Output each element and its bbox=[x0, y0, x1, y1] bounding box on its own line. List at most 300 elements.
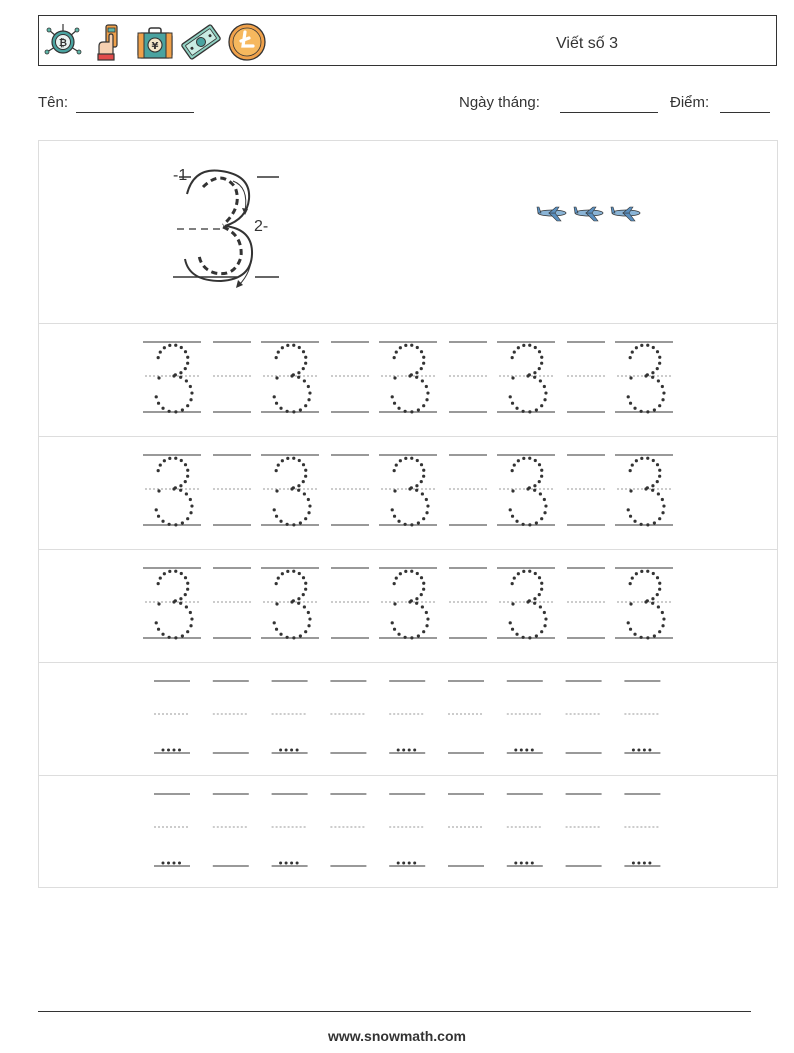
tracing-dot bbox=[526, 487, 529, 490]
tracing-dot bbox=[273, 621, 276, 624]
tracing-dot bbox=[397, 749, 400, 752]
tracing-dot bbox=[525, 749, 528, 752]
tracing-dot bbox=[651, 376, 654, 379]
tracing-dot bbox=[631, 350, 634, 353]
tracing-dot bbox=[285, 749, 288, 752]
tracing-dot bbox=[415, 602, 418, 605]
tracing-dot bbox=[174, 344, 177, 347]
tracing-dot bbox=[640, 570, 643, 573]
tracing-dot bbox=[538, 593, 541, 596]
tracing-dot bbox=[661, 498, 664, 501]
tracing-dot bbox=[543, 398, 546, 401]
tracing-dot bbox=[162, 862, 165, 865]
tracing-dot bbox=[540, 356, 543, 359]
tracing-dot bbox=[304, 356, 307, 359]
tracing-dot bbox=[395, 350, 398, 353]
tracing-dot bbox=[174, 457, 177, 460]
tracing-dot bbox=[157, 376, 160, 379]
tracing-dot bbox=[422, 582, 425, 585]
tracing-dot bbox=[422, 469, 425, 472]
tracing-dot bbox=[528, 410, 531, 413]
tracing-dot bbox=[163, 572, 166, 575]
tracing-dot bbox=[425, 624, 428, 627]
score-label: Điểm: bbox=[670, 94, 710, 111]
tracing-dot bbox=[161, 633, 164, 636]
name-blank[interactable] bbox=[76, 112, 194, 113]
tracing-dot bbox=[163, 346, 166, 349]
tracing-dot bbox=[540, 630, 543, 633]
tracing-dot bbox=[275, 582, 278, 585]
tracing-dot bbox=[404, 457, 407, 460]
tracing-dot bbox=[511, 402, 514, 405]
tracing-dot bbox=[629, 356, 632, 359]
tracing-dot bbox=[426, 617, 429, 620]
tracing-dot bbox=[533, 597, 536, 600]
tracing-dot bbox=[157, 402, 160, 405]
tracing-dot bbox=[533, 484, 536, 487]
tracing-dot bbox=[535, 634, 538, 637]
tracing-dot bbox=[425, 511, 428, 514]
tracing-dot bbox=[307, 398, 310, 401]
tracing-dot bbox=[528, 523, 531, 526]
tracing-dot bbox=[399, 346, 402, 349]
tracing-dot bbox=[633, 633, 636, 636]
tracing-dot bbox=[286, 570, 289, 573]
tracing-dot bbox=[279, 407, 282, 410]
tracing-dot bbox=[190, 617, 193, 620]
tracing-dot bbox=[297, 602, 300, 605]
tracing-dot bbox=[540, 469, 543, 472]
tracing-dot bbox=[533, 602, 536, 605]
tracing-dot bbox=[157, 469, 160, 472]
tracing-dot bbox=[404, 523, 407, 526]
tracing-dot bbox=[513, 463, 516, 466]
tracing-dot bbox=[644, 487, 647, 490]
tracing-dot bbox=[172, 374, 175, 377]
tracing-dot bbox=[185, 605, 188, 608]
tracing-dot bbox=[661, 385, 664, 388]
date-blank[interactable] bbox=[560, 112, 658, 113]
tracing-dot bbox=[528, 457, 531, 460]
tracing-dot bbox=[168, 636, 171, 639]
tracing-dot bbox=[522, 410, 525, 413]
tracing-dot bbox=[155, 508, 158, 511]
tracing-dot bbox=[413, 862, 416, 865]
tracing-dot bbox=[417, 521, 420, 524]
tracing-dot bbox=[304, 582, 307, 585]
airplane-icon bbox=[535, 203, 570, 223]
tracing-dot bbox=[186, 630, 189, 633]
score-blank[interactable] bbox=[720, 112, 770, 113]
tracing-dot bbox=[402, 862, 405, 865]
tracing-dot bbox=[186, 469, 189, 472]
tracing-dot bbox=[290, 749, 293, 752]
tracing-dot bbox=[286, 344, 289, 347]
tracing-dot bbox=[522, 457, 525, 460]
tracing-dot bbox=[307, 498, 310, 501]
tracing-dot bbox=[627, 508, 630, 511]
tracing-dot bbox=[648, 862, 651, 865]
tracing-dot bbox=[393, 376, 396, 379]
tracing-dot bbox=[279, 633, 282, 636]
tracing-dot bbox=[627, 621, 630, 624]
student-info-row bbox=[38, 94, 777, 116]
tracing-dot bbox=[179, 376, 182, 379]
tracing-dot bbox=[275, 402, 278, 405]
airplane-icon bbox=[609, 203, 644, 223]
tracing-dot bbox=[644, 600, 647, 603]
tracing-dot bbox=[184, 463, 187, 466]
tracing-dot bbox=[415, 484, 418, 487]
tracing-dot bbox=[662, 617, 665, 620]
tracing-dot bbox=[543, 511, 546, 514]
tracing-dot bbox=[511, 356, 514, 359]
tracing-dot bbox=[179, 484, 182, 487]
tracing-dot bbox=[303, 379, 306, 382]
tracing-dot bbox=[658, 362, 661, 365]
tracing-dot bbox=[420, 576, 423, 579]
tracing-dot bbox=[539, 379, 542, 382]
tracing-dot bbox=[544, 391, 547, 394]
tracing-dot bbox=[391, 395, 394, 398]
tracing-dot bbox=[304, 362, 307, 365]
tracing-dot bbox=[186, 582, 189, 585]
tracing-dot bbox=[648, 749, 651, 752]
tracing-dot bbox=[302, 350, 305, 353]
tracing-dot bbox=[535, 408, 538, 411]
tracing-dot bbox=[517, 572, 520, 575]
tracing-dot bbox=[514, 862, 517, 865]
tracing-dot bbox=[543, 385, 546, 388]
tracing-dot bbox=[155, 621, 158, 624]
tracing-dot bbox=[189, 385, 192, 388]
tracing-dot bbox=[646, 410, 649, 413]
tracing-dot bbox=[404, 636, 407, 639]
tracing-dot bbox=[511, 515, 514, 518]
tracing-dot bbox=[410, 636, 413, 639]
tracing-dot bbox=[656, 350, 659, 353]
tracing-dot bbox=[297, 371, 300, 374]
tracing-dot bbox=[159, 463, 162, 466]
tracing-dot bbox=[155, 395, 158, 398]
tracing-dot bbox=[420, 463, 423, 466]
tracing-dot bbox=[420, 350, 423, 353]
tracing-dot bbox=[426, 504, 429, 507]
tracing-dot bbox=[279, 520, 282, 523]
tracing-dot bbox=[640, 457, 643, 460]
tracing-dot bbox=[297, 489, 300, 492]
tracing-dot bbox=[522, 344, 525, 347]
tracing-dot bbox=[640, 344, 643, 347]
worksheet-header bbox=[38, 15, 777, 66]
svg-text:₿: ₿ bbox=[58, 38, 68, 49]
tracing-dot bbox=[393, 628, 396, 631]
tracing-dot bbox=[167, 749, 170, 752]
tracing-dot bbox=[646, 457, 649, 460]
tracing-dot bbox=[174, 523, 177, 526]
tracing-dot bbox=[275, 469, 278, 472]
tracing-dot bbox=[178, 749, 181, 752]
tracing-dot bbox=[420, 367, 423, 370]
tracing-dot bbox=[408, 862, 411, 865]
tracing-dot bbox=[277, 576, 280, 579]
tracing-dot bbox=[637, 749, 640, 752]
tracing-dot bbox=[538, 576, 541, 579]
tracing-dot bbox=[635, 572, 638, 575]
tracing-dot bbox=[657, 379, 660, 382]
tracing-dot bbox=[397, 520, 400, 523]
tracing-dot bbox=[399, 572, 402, 575]
tracing-dot bbox=[533, 376, 536, 379]
tracing-dot bbox=[629, 515, 632, 518]
tracing-dot bbox=[627, 395, 630, 398]
tracing-dot bbox=[189, 511, 192, 514]
tracing-dot bbox=[298, 572, 301, 575]
tracing-dot bbox=[515, 407, 518, 410]
tracing-dot bbox=[410, 523, 413, 526]
tracing-dot bbox=[167, 862, 170, 865]
tracing-dot bbox=[275, 356, 278, 359]
tracing-dot bbox=[296, 862, 299, 865]
tracing-dot bbox=[277, 350, 280, 353]
tracing-dot bbox=[408, 374, 411, 377]
practice-area bbox=[39, 324, 777, 889]
tracing-dot bbox=[420, 480, 423, 483]
tracing-dot bbox=[393, 402, 396, 405]
tracing-dot bbox=[658, 475, 661, 478]
tracing-dot bbox=[286, 410, 289, 413]
tracing-dot bbox=[189, 498, 192, 501]
tracing-dot bbox=[186, 588, 189, 591]
tracing-dot bbox=[286, 523, 289, 526]
tracing-dot bbox=[653, 521, 656, 524]
tracing-dot bbox=[426, 391, 429, 394]
tracing-dot bbox=[662, 504, 665, 507]
tracing-dot bbox=[292, 410, 295, 413]
tracing-dot bbox=[159, 576, 162, 579]
tracing-dot bbox=[190, 504, 193, 507]
tracing-dot bbox=[629, 489, 632, 492]
tracing-dot bbox=[543, 611, 546, 614]
tracing-dot bbox=[417, 408, 420, 411]
tracing-dot bbox=[179, 602, 182, 605]
tracing-dot bbox=[543, 498, 546, 501]
tracing-dot bbox=[534, 346, 537, 349]
tracing-dot bbox=[404, 410, 407, 413]
tracing-dot bbox=[302, 480, 305, 483]
tracing-dot bbox=[528, 636, 531, 639]
tracing-dot bbox=[281, 346, 284, 349]
tracing-dot bbox=[511, 376, 514, 379]
tracing-dot bbox=[168, 570, 171, 573]
tracing-dot bbox=[304, 404, 307, 407]
hand-card-icon bbox=[89, 22, 129, 62]
tracing-dot bbox=[509, 621, 512, 624]
tracing-dot bbox=[651, 597, 654, 600]
tracing-dot bbox=[186, 356, 189, 359]
tracing-dot bbox=[538, 367, 541, 370]
tracing-dot bbox=[629, 602, 632, 605]
tracing-dot bbox=[186, 517, 189, 520]
tracing-dot bbox=[157, 515, 160, 518]
tracing-dot bbox=[421, 492, 424, 495]
tracing-dot bbox=[181, 634, 184, 637]
tracing-dot bbox=[540, 475, 543, 478]
tracing-dot bbox=[528, 344, 531, 347]
tracing-dot bbox=[632, 862, 635, 865]
tracing-dot bbox=[522, 570, 525, 573]
tracing-dot bbox=[644, 374, 647, 377]
tracing-dot bbox=[304, 588, 307, 591]
tracing-dot bbox=[292, 570, 295, 573]
tracing-dot bbox=[290, 374, 293, 377]
tracing-dot bbox=[651, 484, 654, 487]
tracing-dot bbox=[420, 593, 423, 596]
tracing-dot bbox=[539, 605, 542, 608]
tracing-dot bbox=[533, 489, 536, 492]
tracing-dot bbox=[174, 410, 177, 413]
tracing-dot bbox=[393, 602, 396, 605]
tracing-dot bbox=[658, 630, 661, 633]
tracing-dot bbox=[658, 582, 661, 585]
practice-sheet bbox=[38, 140, 778, 888]
tracing-dot bbox=[277, 463, 280, 466]
tracing-dot bbox=[421, 605, 424, 608]
tracing-dot bbox=[157, 602, 160, 605]
tracing-dot bbox=[416, 572, 419, 575]
tracing-dot bbox=[629, 402, 632, 405]
tracing-dot bbox=[302, 367, 305, 370]
stroke-2-label: 2- bbox=[254, 218, 269, 235]
tracing-dot bbox=[514, 749, 517, 752]
tracing-dot bbox=[402, 749, 405, 752]
tracing-dot bbox=[307, 611, 310, 614]
tracing-dot bbox=[661, 511, 664, 514]
tracing-dot bbox=[635, 459, 638, 462]
tracing-dot bbox=[629, 469, 632, 472]
tracing-dot bbox=[422, 630, 425, 633]
yen-briefcase-icon bbox=[135, 22, 175, 62]
tracing-dot bbox=[184, 367, 187, 370]
tracing-dot bbox=[299, 634, 302, 637]
tracing-dot bbox=[651, 489, 654, 492]
tracing-dot bbox=[180, 459, 183, 462]
tracing-dot bbox=[651, 602, 654, 605]
tracing-dot bbox=[173, 749, 176, 752]
tracing-dot bbox=[646, 523, 649, 526]
tracing-dot bbox=[520, 749, 523, 752]
worksheet-title: Viết số 3 bbox=[556, 35, 618, 52]
tracing-dot bbox=[652, 346, 655, 349]
tracing-dot bbox=[179, 597, 182, 600]
tracing-dot bbox=[653, 408, 656, 411]
tracing-dot bbox=[172, 487, 175, 490]
tracing-dot bbox=[661, 398, 664, 401]
tracing-dot bbox=[298, 346, 301, 349]
tracing-dot bbox=[539, 492, 542, 495]
tracing-dot bbox=[656, 367, 659, 370]
tracing-dot bbox=[395, 463, 398, 466]
tracing-dot bbox=[163, 459, 166, 462]
header-icons bbox=[43, 20, 267, 64]
tracing-dot bbox=[185, 379, 188, 382]
tracing-dot bbox=[302, 463, 305, 466]
tracing-dot bbox=[658, 588, 661, 591]
tracing-dot bbox=[658, 469, 661, 472]
tracing-dot bbox=[540, 404, 543, 407]
stroke-1-label: -1 bbox=[173, 167, 188, 184]
tracing-dot bbox=[422, 517, 425, 520]
tracing-dot bbox=[178, 862, 181, 865]
tracing-dot bbox=[181, 521, 184, 524]
tracing-dot bbox=[520, 862, 523, 865]
tracing-dot bbox=[646, 570, 649, 573]
tracing-dot bbox=[415, 597, 418, 600]
tracing-dot bbox=[533, 371, 536, 374]
tracing-dot bbox=[422, 362, 425, 365]
tracing-dot bbox=[304, 469, 307, 472]
tracing-dot bbox=[416, 346, 419, 349]
tracing-dot bbox=[657, 492, 660, 495]
tracing-dot bbox=[415, 489, 418, 492]
tracing-dot bbox=[646, 636, 649, 639]
tracing-dot bbox=[511, 489, 514, 492]
tracing-dot bbox=[410, 570, 413, 573]
tracing-dot bbox=[186, 475, 189, 478]
tracing-dot bbox=[421, 379, 424, 382]
tracing-dot bbox=[425, 385, 428, 388]
tracing-dot bbox=[535, 521, 538, 524]
tracing-dot bbox=[185, 492, 188, 495]
tracing-dot bbox=[189, 624, 192, 627]
tracing-dot bbox=[286, 457, 289, 460]
tracing-dot bbox=[528, 570, 531, 573]
tracing-dot bbox=[410, 410, 413, 413]
footer-divider bbox=[38, 1011, 751, 1012]
tracing-dot bbox=[290, 600, 293, 603]
tracing-dot bbox=[290, 487, 293, 490]
tracing-dot bbox=[162, 749, 165, 752]
tracing-dot bbox=[416, 459, 419, 462]
tracing-dot bbox=[515, 520, 518, 523]
tracing-dot bbox=[161, 407, 164, 410]
tracing-dot bbox=[513, 350, 516, 353]
tracing-dot bbox=[509, 508, 512, 511]
name-label: Tên: bbox=[38, 94, 69, 111]
tracing-dot bbox=[540, 362, 543, 365]
tracing-dot bbox=[159, 350, 162, 353]
tracing-dot bbox=[404, 344, 407, 347]
tracing-dot bbox=[653, 634, 656, 637]
tracing-dot bbox=[629, 628, 632, 631]
tracing-dot bbox=[393, 356, 396, 359]
tracing-dot bbox=[522, 636, 525, 639]
tracing-dot bbox=[297, 597, 300, 600]
tracing-dot bbox=[656, 480, 659, 483]
tracing-dot bbox=[633, 407, 636, 410]
tracing-dot bbox=[286, 636, 289, 639]
tracing-dot bbox=[410, 457, 413, 460]
tracing-dot bbox=[275, 489, 278, 492]
tracing-dot bbox=[168, 523, 171, 526]
tracing-dot bbox=[303, 492, 306, 495]
tracing-dot bbox=[307, 511, 310, 514]
tracing-dot bbox=[186, 362, 189, 365]
airplane-icon bbox=[572, 203, 607, 223]
tracing-dot bbox=[517, 346, 520, 349]
tracing-dot bbox=[393, 515, 396, 518]
tracing-dot bbox=[408, 487, 411, 490]
